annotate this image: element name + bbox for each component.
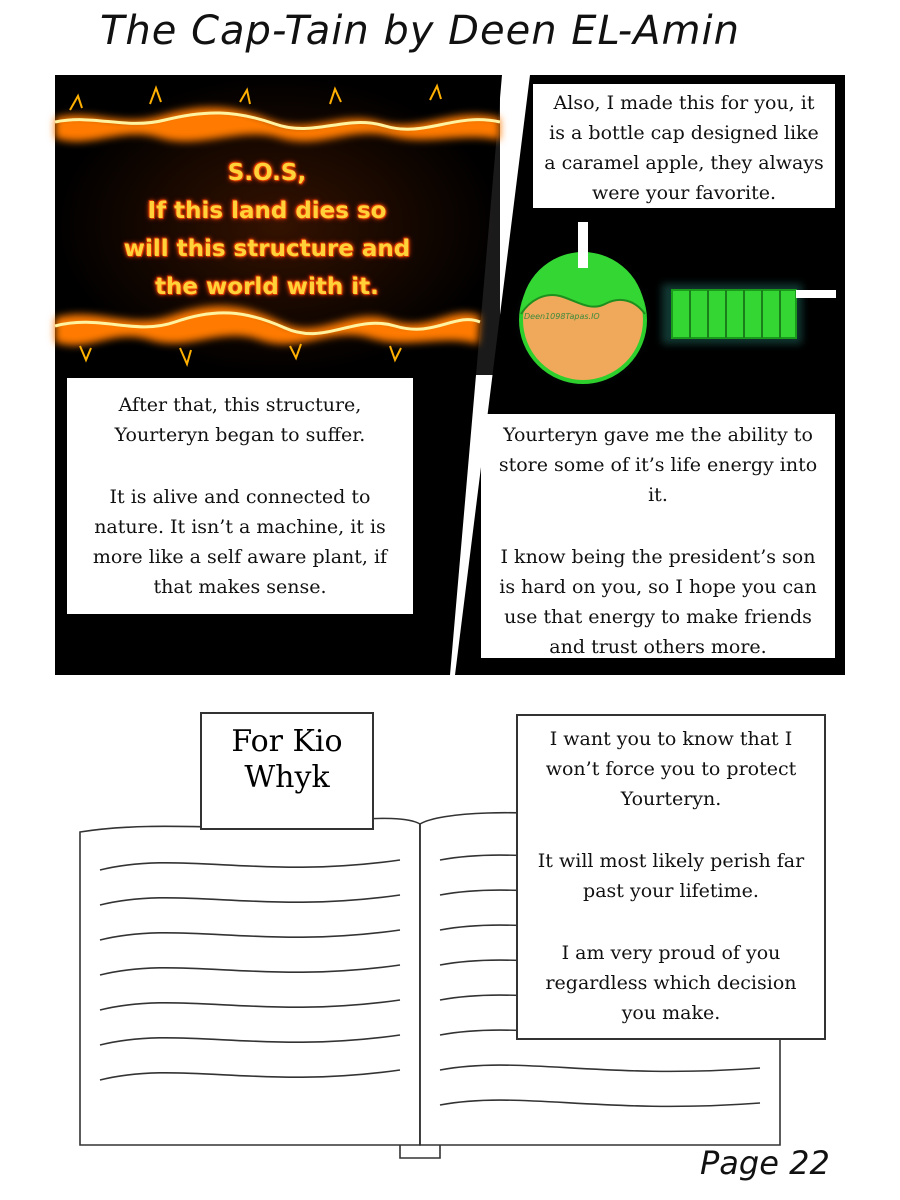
- sos-line: the world with it.: [155, 274, 379, 300]
- caption-paragraph: It is alive and connected to nature. It isn’t a machine, it is more like a self aware plant, if that makes sense.: [92, 486, 388, 598]
- cap-panel-top-caption: [533, 84, 835, 208]
- page-number: Page 22: [700, 1144, 830, 1182]
- comic-title: The Cap-Tain by Deen EL-Amin: [100, 8, 740, 54]
- caption-paragraph: After that, this structure, Yourteryn began to suffer.: [114, 394, 366, 446]
- sos-panel-caption: [67, 378, 413, 614]
- book-bookmark-label: [200, 712, 374, 830]
- sos-line: will this structure and: [123, 236, 411, 262]
- caption-paragraph: I know being the president’s son is hard on you, so I hope you can use that energy to make friends and trust others more.: [499, 546, 817, 658]
- caption-paragraph: It will most likely perish far past your lifetime.: [537, 850, 805, 902]
- caption-paragraph: I want you to know that I won’t force you to protect Yourteryn.: [545, 728, 797, 810]
- watermark: Deen1098Tapas.IO: [524, 312, 600, 321]
- caption-paragraph: Yourteryn gave me the ability to store some of it’s life energy into it.: [498, 424, 818, 506]
- book-panel-caption: [516, 714, 826, 1040]
- bookmark-line: For Kio: [231, 724, 343, 759]
- sos-line: If this land dies so: [147, 198, 387, 224]
- cap-panel-caption: [481, 414, 835, 658]
- caption-paragraph: Also, I made this for you, it is a bottle cap designed like a caramel apple, they always were your favorite.: [544, 92, 824, 204]
- sos-line: S.O.S,: [227, 160, 307, 186]
- sos-banner: [72, 154, 462, 306]
- caption-paragraph: I am very proud of you regardless which decision you make.: [545, 942, 797, 1024]
- bookmark-line: Whyk: [244, 760, 330, 795]
